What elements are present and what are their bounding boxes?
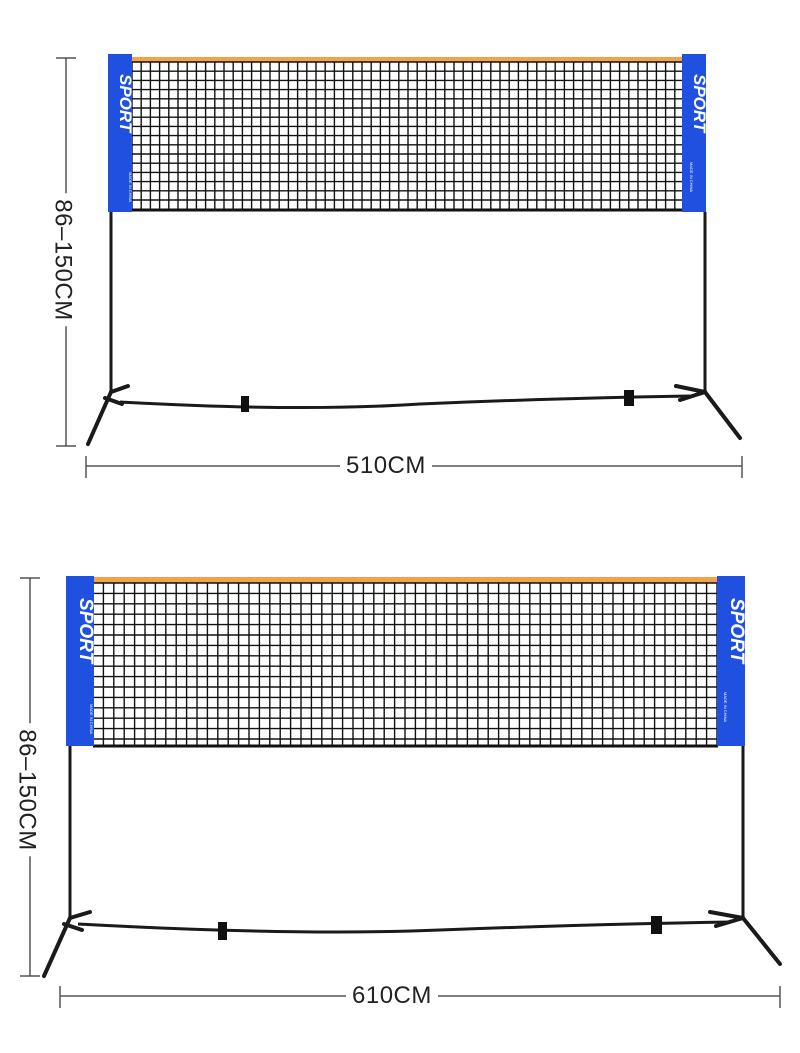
left-banner-text: SPORT — [116, 74, 135, 133]
right-foot — [676, 386, 740, 438]
right-banner-text: SPORT — [726, 598, 747, 664]
width-label: 610CM — [346, 982, 438, 1010]
net-top-tape — [132, 57, 683, 62]
net-mesh — [132, 62, 683, 210]
height-label: 86–150CM — [13, 723, 41, 856]
left-banner-text: SPORT — [75, 598, 96, 664]
net-top-tape — [93, 577, 718, 583]
left-banner-small-text: MADE IN CHINA — [128, 172, 133, 203]
right-banner-small-text: MADE IN CHINA — [723, 692, 728, 723]
right-banner-small-text: MADE IN CHINA — [689, 162, 694, 193]
left-foot — [88, 386, 128, 444]
left-banner-small-text: MADE IN CHINA — [89, 704, 94, 735]
base-bar — [78, 922, 730, 932]
base-clip-right — [651, 916, 662, 934]
base-clip-right — [624, 390, 634, 406]
net-illustration-610 — [0, 520, 800, 1053]
net-illustration-510 — [0, 0, 800, 520]
height-label: 86–150CM — [49, 193, 77, 326]
net-mesh — [93, 583, 718, 746]
left-foot — [44, 912, 90, 976]
base-bar — [120, 396, 690, 408]
right-banner-text: SPORT — [690, 74, 709, 133]
net-product-610 — [0, 520, 800, 1053]
right-foot — [710, 912, 780, 964]
base-clip-left — [241, 396, 249, 412]
width-label: 510CM — [340, 452, 432, 480]
net-product-510 — [0, 0, 800, 520]
base-clip-left — [218, 922, 227, 940]
